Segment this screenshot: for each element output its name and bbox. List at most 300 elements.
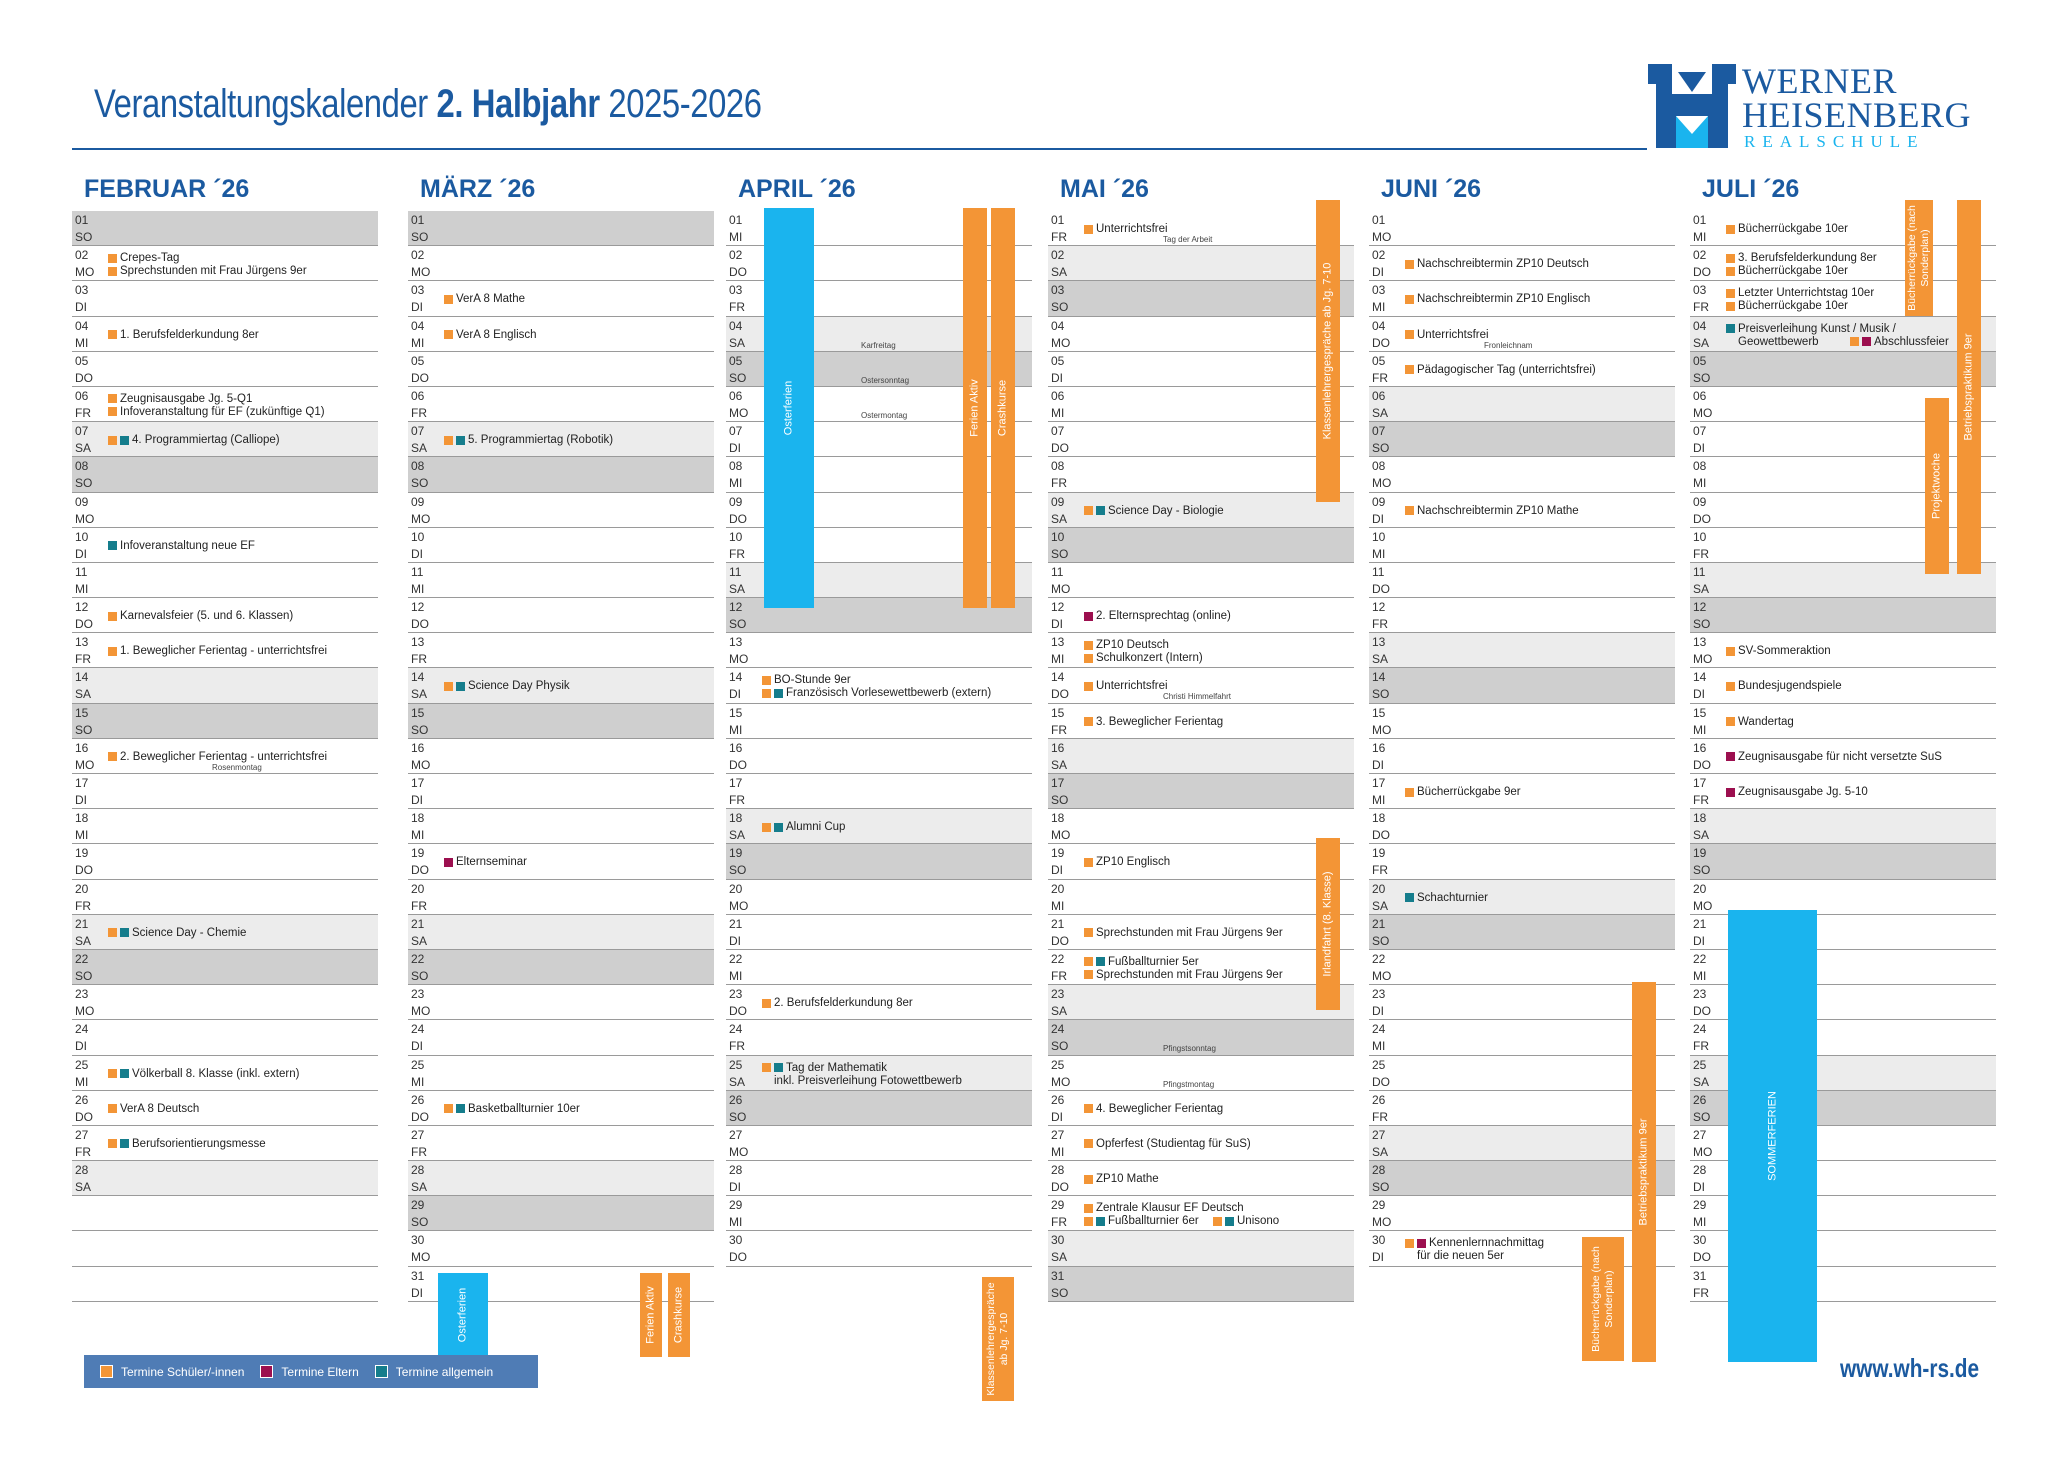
weekday: FR bbox=[729, 793, 745, 807]
teal-square-icon bbox=[375, 1365, 388, 1378]
day-number: 03 bbox=[1051, 283, 1065, 298]
day-row bbox=[726, 1020, 1032, 1055]
event-label: Basketballturnier 10er bbox=[468, 1102, 580, 1115]
weekday: DO bbox=[75, 370, 93, 385]
day-number: 16 bbox=[75, 740, 89, 755]
day-row bbox=[72, 774, 378, 809]
category-square-icon bbox=[108, 1139, 117, 1148]
weekday: SA bbox=[729, 1074, 746, 1089]
weekday: FR bbox=[411, 1144, 427, 1159]
magenta-square-icon bbox=[260, 1365, 273, 1378]
event-label: Berufsorientierungsmesse bbox=[132, 1137, 266, 1150]
weekday: DI bbox=[1051, 617, 1063, 632]
category-square-icon bbox=[1405, 365, 1414, 374]
day-row bbox=[1369, 352, 1675, 387]
event-entry bbox=[762, 687, 991, 699]
weekday: SA bbox=[411, 687, 428, 702]
weekday: MI bbox=[729, 230, 743, 244]
weekday: SA bbox=[1693, 335, 1710, 350]
day-number: 21 bbox=[1693, 916, 1707, 931]
category-square-icon bbox=[1084, 641, 1093, 650]
weekday: MO bbox=[411, 757, 431, 772]
day-list bbox=[1369, 211, 1675, 1267]
event-label: 1. Berufsfelderkundung 8er bbox=[120, 328, 259, 341]
event-entry bbox=[108, 927, 246, 939]
weekday: MO bbox=[75, 511, 95, 526]
event-label: 2. Beweglicher Ferientag - unterrichtsfrei bbox=[120, 750, 328, 763]
day-number: 25 bbox=[1051, 1057, 1065, 1072]
event-entry bbox=[1405, 364, 1596, 376]
weekday: SO bbox=[729, 370, 747, 385]
day-row bbox=[408, 915, 714, 950]
event-entry bbox=[108, 1068, 299, 1080]
weekday: SA bbox=[75, 933, 92, 948]
weekday: DO bbox=[1051, 1180, 1069, 1195]
day-row bbox=[1690, 668, 1996, 703]
event-entry bbox=[1726, 786, 1868, 798]
event-entry bbox=[108, 540, 255, 552]
event-label: Bücherrückgabe 10er bbox=[1738, 265, 1848, 278]
day-number: 01 bbox=[1051, 213, 1065, 227]
day-number: 29 bbox=[1693, 1198, 1707, 1213]
event-entry bbox=[108, 329, 259, 341]
weekday: SO bbox=[411, 722, 429, 737]
day-number: 04 bbox=[411, 318, 425, 333]
day-number: 02 bbox=[729, 248, 743, 263]
weekday: FR bbox=[75, 652, 91, 667]
weekday: SA bbox=[1372, 405, 1389, 420]
day-number: 18 bbox=[75, 811, 89, 826]
event-entry bbox=[762, 821, 845, 833]
day-number: 12 bbox=[1372, 600, 1386, 615]
day-row bbox=[1369, 457, 1675, 492]
weekday: SO bbox=[75, 968, 93, 983]
event-label: Infoveranstaltung neue EF bbox=[120, 539, 255, 552]
category-square-icon bbox=[444, 682, 453, 691]
period-bar-projektwoche bbox=[1925, 398, 1949, 574]
period-bar-betriebspraktikum bbox=[1957, 200, 1981, 574]
weekday: MI bbox=[75, 335, 89, 350]
day-row bbox=[1048, 704, 1354, 739]
day-row bbox=[72, 317, 378, 352]
day-number: 06 bbox=[411, 388, 425, 403]
weekday: MI bbox=[1051, 652, 1065, 667]
weekday: FR bbox=[1051, 968, 1067, 983]
event-label: 5. Programmiertag (Robotik) bbox=[468, 434, 614, 447]
weekday: DI bbox=[1372, 757, 1384, 772]
category-square-icon bbox=[120, 928, 129, 937]
day-number: 11 bbox=[729, 564, 742, 579]
event-entry bbox=[444, 293, 525, 305]
event-label: Science Day - Chemie bbox=[132, 926, 247, 939]
event-label: Fußballturnier 5er bbox=[1108, 955, 1199, 968]
weekday: MI bbox=[729, 1215, 743, 1230]
category-square-icon bbox=[1084, 225, 1093, 234]
category-square-icon bbox=[120, 1069, 129, 1078]
event-label: Nachschreibtermin ZP10 Deutsch bbox=[1417, 258, 1589, 271]
category-square-icon bbox=[1084, 970, 1093, 979]
day-row bbox=[72, 1020, 378, 1055]
weekday: DO bbox=[1693, 511, 1711, 526]
weekday: MI bbox=[75, 1074, 89, 1089]
category-square-icon bbox=[1726, 302, 1735, 311]
day-row bbox=[726, 985, 1032, 1020]
weekday: FR bbox=[411, 652, 427, 667]
event-label: Unisono bbox=[1237, 1215, 1280, 1228]
day-number: 05 bbox=[1051, 353, 1065, 368]
day-row bbox=[1690, 774, 1996, 809]
event-entry bbox=[1726, 751, 1942, 763]
period-bar-crashkurse bbox=[991, 208, 1015, 608]
category-square-icon bbox=[1225, 1217, 1234, 1226]
day-list bbox=[408, 211, 714, 1302]
day-row bbox=[1369, 211, 1675, 246]
day-number: 01 bbox=[1693, 213, 1707, 227]
event-label: Unterrichtsfrei bbox=[1096, 680, 1168, 693]
event-label: Preisverleihung Kunst / Musik / bbox=[1738, 322, 1896, 335]
weekday: MO bbox=[411, 1004, 431, 1019]
category-square-icon bbox=[1405, 330, 1414, 339]
event-entry bbox=[444, 1103, 580, 1115]
day-number: 15 bbox=[1693, 705, 1707, 720]
weekday: MO bbox=[1693, 898, 1713, 913]
weekday: DO bbox=[411, 617, 429, 632]
day-row bbox=[72, 493, 378, 528]
day-number: 18 bbox=[411, 811, 425, 826]
day-number: 03 bbox=[1372, 283, 1386, 298]
day-number: 16 bbox=[1693, 740, 1707, 755]
day-number: 19 bbox=[1051, 846, 1065, 861]
event-entry bbox=[1084, 680, 1168, 692]
day-number: 06 bbox=[1693, 388, 1707, 403]
day-number: 20 bbox=[75, 881, 89, 896]
category-square-icon bbox=[1862, 337, 1871, 346]
period-bar-label: Klassenlehrergespräche ab Jg. 7-10 bbox=[985, 1282, 1010, 1396]
event-entry bbox=[444, 680, 570, 692]
event-label: ZP10 Englisch bbox=[1096, 856, 1171, 869]
day-number: 28 bbox=[1372, 1163, 1386, 1178]
day-row bbox=[1369, 633, 1675, 668]
weekday: FR bbox=[1372, 370, 1388, 385]
category-square-icon bbox=[1417, 1239, 1426, 1248]
holiday-note: Christi Himmelfahrt bbox=[1163, 692, 1232, 702]
weekday: DO bbox=[729, 757, 747, 772]
category-square-icon bbox=[444, 295, 453, 304]
category-square-icon bbox=[108, 394, 117, 403]
legend-eltern: Termine Eltern bbox=[260, 1365, 358, 1379]
event-entry bbox=[1726, 252, 1877, 264]
day-row bbox=[72, 739, 378, 774]
event-entry bbox=[1084, 1215, 1199, 1227]
day-row bbox=[408, 387, 714, 422]
day-number: 21 bbox=[1051, 916, 1065, 931]
weekday: MI bbox=[411, 335, 425, 350]
day-row bbox=[408, 880, 714, 915]
day-row bbox=[1369, 422, 1675, 457]
day-number: 14 bbox=[1051, 670, 1065, 685]
day-row bbox=[408, 246, 714, 281]
day-number: 16 bbox=[1051, 740, 1065, 755]
weekday: SA bbox=[411, 1180, 428, 1195]
day-number: 18 bbox=[1693, 811, 1707, 826]
event-label: Nachschreibtermin ZP10 Mathe bbox=[1417, 504, 1579, 517]
day-number: 19 bbox=[729, 846, 743, 861]
day-number: 13 bbox=[1051, 635, 1065, 650]
weekday: FR bbox=[75, 898, 91, 913]
weekday: DO bbox=[1693, 757, 1711, 772]
day-number: 15 bbox=[411, 705, 425, 720]
weekday: FR bbox=[729, 300, 745, 315]
day-number: 27 bbox=[1372, 1127, 1386, 1142]
day-number: 17 bbox=[729, 776, 743, 790]
weekday: DI bbox=[729, 441, 741, 456]
website-url[interactable]: www.wh-rs.de bbox=[1840, 1353, 1980, 1383]
day-number: 18 bbox=[1051, 811, 1065, 826]
event-label: Crepes-Tag bbox=[120, 252, 180, 265]
day-number: 07 bbox=[1051, 424, 1065, 439]
weekday: DI bbox=[1051, 1109, 1063, 1124]
event-entry bbox=[762, 1062, 887, 1074]
category-square-icon bbox=[762, 1063, 771, 1072]
weekday: DO bbox=[411, 370, 429, 385]
day-row bbox=[726, 1126, 1032, 1161]
weekday: SO bbox=[1372, 933, 1390, 948]
event-label: Unterrichtsfrei bbox=[1096, 223, 1168, 235]
day-number: 28 bbox=[1051, 1163, 1065, 1178]
day-number: 13 bbox=[411, 635, 425, 650]
weekday: SO bbox=[411, 1215, 429, 1230]
category-square-icon bbox=[108, 1069, 117, 1078]
period-bar-label: Crashkurse bbox=[996, 379, 1009, 437]
day-number: 13 bbox=[75, 635, 89, 650]
day-row bbox=[726, 668, 1032, 703]
category-square-icon bbox=[1084, 717, 1093, 726]
event-label: Wandertag bbox=[1738, 715, 1794, 728]
day-row bbox=[72, 211, 378, 246]
weekday: DI bbox=[75, 546, 87, 561]
day-number: 28 bbox=[75, 1163, 89, 1178]
weekday: SA bbox=[1051, 1250, 1068, 1265]
legend-schueler: Termine Schüler/-innen bbox=[100, 1365, 244, 1379]
category-square-icon bbox=[108, 928, 117, 937]
category-square-icon bbox=[1726, 682, 1735, 691]
weekday: DO bbox=[1693, 1250, 1711, 1265]
day-row bbox=[726, 704, 1032, 739]
day-number: 12 bbox=[1051, 600, 1065, 615]
day-number: 20 bbox=[1372, 881, 1386, 896]
day-row bbox=[1048, 563, 1354, 598]
event-entry bbox=[108, 610, 293, 622]
day-row bbox=[1690, 844, 1996, 879]
category-square-icon bbox=[774, 1063, 783, 1072]
day-number: 13 bbox=[1372, 635, 1386, 650]
weekday: MO bbox=[729, 898, 749, 913]
category-square-icon bbox=[1850, 337, 1859, 346]
weekday: MO bbox=[1693, 1144, 1713, 1159]
day-number: 14 bbox=[729, 670, 743, 685]
day-number: 23 bbox=[75, 987, 89, 1002]
day-row bbox=[408, 1056, 714, 1091]
category-square-icon bbox=[120, 436, 129, 445]
day-number: 26 bbox=[1051, 1092, 1065, 1107]
weekday: MI bbox=[1693, 230, 1707, 244]
weekday: DI bbox=[411, 793, 423, 807]
weekday: DO bbox=[1372, 581, 1390, 596]
weekday: SA bbox=[75, 441, 92, 456]
day-number: 02 bbox=[411, 248, 425, 263]
day-number: 28 bbox=[411, 1163, 425, 1178]
weekday: SA bbox=[729, 581, 746, 596]
day-number: 01 bbox=[1372, 213, 1386, 227]
category-square-icon bbox=[1096, 957, 1105, 966]
category-square-icon bbox=[108, 267, 117, 276]
weekday: SO bbox=[729, 617, 747, 632]
day-number: 05 bbox=[75, 353, 89, 368]
day-row bbox=[72, 915, 378, 950]
weekday: DI bbox=[75, 300, 87, 315]
weekday: DO bbox=[729, 511, 747, 526]
event-entry bbox=[108, 1138, 266, 1150]
holiday-note: Ostermontag bbox=[861, 410, 908, 420]
day-number: 30 bbox=[1051, 1233, 1065, 1248]
period-bar-label: Ferien Aktiv bbox=[644, 1286, 657, 1344]
category-square-icon bbox=[108, 407, 117, 416]
day-row bbox=[1369, 704, 1675, 739]
weekday: DI bbox=[729, 687, 741, 702]
category-square-icon bbox=[444, 858, 453, 867]
holiday-note: Karfreitag bbox=[861, 340, 896, 350]
weekday: FR bbox=[1051, 1215, 1067, 1230]
day-number: 23 bbox=[411, 987, 425, 1002]
day-row bbox=[1369, 1161, 1675, 1196]
day-row bbox=[408, 211, 714, 246]
day-row bbox=[1690, 493, 1996, 528]
weekday: MI bbox=[729, 968, 743, 983]
event-entry bbox=[1726, 300, 1848, 312]
category-square-icon bbox=[108, 330, 117, 339]
category-square-icon bbox=[1726, 788, 1735, 797]
day-number: 20 bbox=[1693, 881, 1707, 896]
day-row bbox=[726, 950, 1032, 985]
day-number: 17 bbox=[1693, 776, 1707, 790]
day-row bbox=[1690, 563, 1996, 598]
category-square-icon bbox=[444, 1104, 453, 1113]
month-heading: FEBRUAR ´26 bbox=[84, 175, 250, 203]
day-row bbox=[72, 809, 378, 844]
day-number: 24 bbox=[729, 1022, 743, 1037]
day-number: 12 bbox=[1693, 600, 1707, 615]
event-entry bbox=[1084, 1173, 1159, 1185]
day-row bbox=[72, 1231, 378, 1266]
event-entry bbox=[1726, 680, 1842, 692]
weekday: DO bbox=[1372, 335, 1390, 350]
weekday: MO bbox=[1372, 230, 1392, 244]
day-row bbox=[408, 704, 714, 739]
weekday: MO bbox=[1372, 1215, 1392, 1230]
month-heading: JULI ´26 bbox=[1702, 175, 1800, 203]
weekday: SA bbox=[1051, 1004, 1068, 1019]
event-entry bbox=[1850, 336, 1949, 348]
day-number: 30 bbox=[729, 1233, 743, 1248]
event-entry bbox=[108, 252, 179, 264]
weekday: MO bbox=[75, 757, 95, 772]
day-row bbox=[1369, 387, 1675, 422]
weekday: SO bbox=[411, 230, 429, 244]
day-row bbox=[408, 739, 714, 774]
day-number: 10 bbox=[1693, 529, 1707, 544]
day-row bbox=[1690, 739, 1996, 774]
weekday: MO bbox=[1051, 1074, 1071, 1089]
day-number: 19 bbox=[1693, 846, 1707, 861]
day-row bbox=[408, 844, 714, 879]
weekday: FR bbox=[1693, 1039, 1709, 1054]
day-row bbox=[1048, 246, 1354, 281]
day-number: 25 bbox=[1372, 1057, 1386, 1072]
event-entry bbox=[1405, 786, 1521, 798]
day-row bbox=[408, 422, 714, 457]
category-square-icon bbox=[1084, 957, 1093, 966]
weekday: MO bbox=[75, 1004, 95, 1019]
weekday: SO bbox=[1372, 687, 1390, 702]
day-number: 30 bbox=[411, 1233, 425, 1248]
day-row bbox=[1369, 246, 1675, 281]
weekday: DI bbox=[1693, 441, 1705, 456]
category-square-icon bbox=[108, 436, 117, 445]
day-row bbox=[1048, 1196, 1354, 1231]
period-bar-ferien-aktiv bbox=[640, 1273, 662, 1357]
event-entry bbox=[1405, 258, 1589, 270]
event-label: Schachturnier bbox=[1417, 891, 1488, 904]
day-number: 14 bbox=[411, 670, 425, 685]
day-number: 26 bbox=[411, 1092, 425, 1107]
period-bar-label: Osterferien bbox=[456, 1287, 469, 1343]
event-label: Bundesjugendspiele bbox=[1738, 680, 1842, 693]
day-row bbox=[726, 1056, 1032, 1091]
day-number: 19 bbox=[75, 846, 89, 861]
day-number: 02 bbox=[1372, 248, 1386, 263]
weekday: FR bbox=[1051, 722, 1067, 737]
day-number: 03 bbox=[729, 283, 743, 298]
category-square-icon bbox=[1405, 506, 1414, 515]
day-row bbox=[1048, 1231, 1354, 1266]
day-row bbox=[72, 352, 378, 387]
weekday: MI bbox=[1051, 405, 1065, 420]
weekday: SA bbox=[1372, 652, 1389, 667]
holiday-note: Rosenmontag bbox=[212, 762, 262, 772]
day-number: 26 bbox=[1372, 1092, 1386, 1107]
category-square-icon bbox=[108, 752, 117, 761]
day-row bbox=[1690, 598, 1996, 633]
day-number: 07 bbox=[1693, 424, 1707, 439]
category-square-icon bbox=[108, 254, 117, 263]
day-number: 17 bbox=[75, 776, 89, 790]
weekday: MI bbox=[411, 828, 425, 843]
weekday: FR bbox=[1693, 1285, 1709, 1300]
day-row bbox=[408, 493, 714, 528]
weekday: MI bbox=[1051, 898, 1065, 913]
day-row bbox=[726, 739, 1032, 774]
period-bar-buecherrueckgabe bbox=[1905, 200, 1933, 316]
day-list bbox=[1048, 211, 1354, 1302]
day-number: 24 bbox=[411, 1022, 425, 1037]
day-row bbox=[1690, 281, 1996, 316]
weekday: DI bbox=[75, 793, 87, 807]
day-row bbox=[1369, 985, 1675, 1020]
weekday: FR bbox=[1693, 546, 1709, 561]
event-label: Schulkonzert (Intern) bbox=[1096, 652, 1203, 665]
day-row bbox=[1690, 528, 1996, 563]
day-number: 27 bbox=[729, 1127, 743, 1142]
